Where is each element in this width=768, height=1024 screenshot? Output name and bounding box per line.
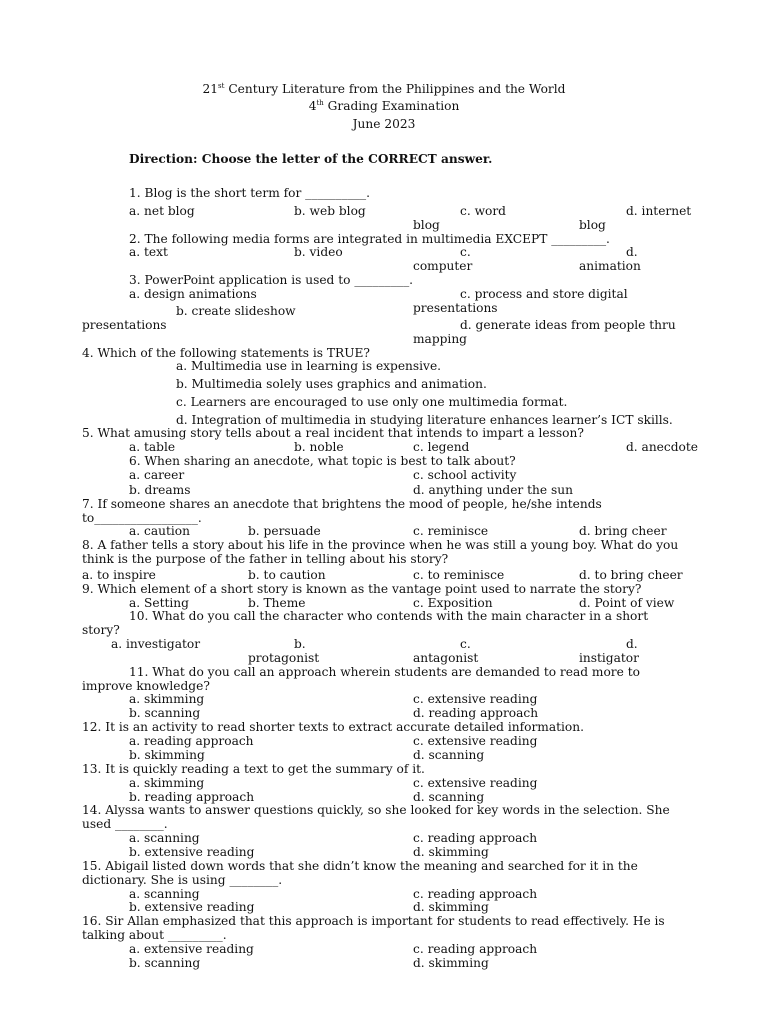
choice-a: a. Setting [129,596,189,610]
choice-d-cont: mapping [413,332,467,346]
question-stem: 3. PowerPoint application is used to _________. [129,273,414,287]
question-stem-cont: talking about _________. [82,928,227,942]
question-stem: 6. When sharing an anecdote, what topic is best to talk about? [129,454,516,468]
choice-b: b. dreams [129,483,191,497]
choice-b: b. [294,637,306,651]
course-title: 21st Century Literature from the Philippines and the World [202,82,566,96]
choice-c: c. school activity [413,468,517,482]
choice-d: d. scanning [413,790,485,804]
question-stem: 11. What do you call an approach wherein students are demanded to read more to [129,665,640,679]
choice-d: d. skimming [413,900,489,914]
choice-a: a. scanning [129,831,200,845]
choice-a: a. extensive reading [129,942,254,956]
choice-a: a. skimming [129,776,205,790]
question-stem: 1. Blog is the short term for __________. [129,186,370,200]
question-stem-cont: used ________. [82,817,168,831]
choice-a: a. design animations [129,287,257,301]
choice-c: c. [460,245,471,259]
direction: Direction: Choose the letter of the CORRECT answer. [129,152,493,166]
choice-c: c. extensive reading [413,734,538,748]
choice-d: d. anything under the sun [413,483,573,497]
choice-c: c. legend [413,440,470,454]
question-stem: 16. Sir Allan emphasized that this approach is important for students to read effectively. He is [82,914,665,928]
exam-title: 4th Grading Examination [308,99,460,113]
choice-c: c. word [460,204,506,218]
choice-b: b. skimming [129,748,205,762]
question-stem-cont: to_________________. [82,511,202,525]
question-stem: 9. Which element of a short story is known as the vantage point used to narrate the story? [82,582,642,596]
choice-d: d. [626,637,638,651]
choice-b: b. Multimedia solely uses graphics and animation. [176,377,487,391]
choice-d: d. scanning [413,748,485,762]
question-stem: 15. Abigail listed down words that she didn’t know the meaning and searched for it in the [82,859,638,873]
choice-d: d. internet [626,204,692,218]
choice-b-cont: presentations [82,318,167,332]
choice-a: a. skimming [129,692,205,706]
question-stem: 12. It is an activity to read shorter texts to extract accurate detailed information. [82,720,584,734]
choice-c-cont: antagonist [413,651,479,665]
choice-d: d. Integration of multimedia in studying literature enhances learner’s ICT skills. [176,413,673,427]
choice-c-cont: computer [413,259,473,273]
choice-d-cont: animation [579,259,641,273]
choice-d-cont: blog [579,218,606,232]
choice-c: c. extensive reading [413,692,538,706]
choice-b-cont: protagonist [248,651,320,665]
question-stem: 10. What do you call the character who contends with the main character in a short [129,609,649,623]
question-stem: 14. Alyssa wants to answer questions quickly, so she looked for key words in the selection. She [82,803,670,817]
question-stem: 13. It is quickly reading a text to get the summary of it. [82,762,425,776]
choice-c: c. to reminisce [413,568,505,582]
question-stem-cont: improve knowledge? [82,679,210,693]
choice-c: c. reading approach [413,831,538,845]
choice-c-cont: presentations [413,301,498,315]
question-stem: 4. Which of the following statements is TRUE? [82,346,370,360]
choice-a: a. scanning [129,887,200,901]
choice-a: a. net blog [129,204,195,218]
choice-c: c. process and store digital [460,287,628,301]
choice-b: b. Theme [248,596,306,610]
choice-d: d. to bring cheer [579,568,683,582]
choice-b: b. persuade [248,524,321,538]
question-stem: 7. If someone shares an anecdote that brightens the mood of people, he/she intends [82,497,602,511]
choice-d: d. skimming [413,845,489,859]
choice-a: a. career [129,468,185,482]
question-stem-cont: dictionary. She is using ________. [82,873,283,887]
choice-c: c. reading approach [413,942,538,956]
choice-b: b. web blog [294,204,366,218]
choice-b: b. to caution [248,568,326,582]
choice-b: b. scanning [129,956,201,970]
choice-b: b. scanning [129,706,201,720]
choice-d: d. [626,245,638,259]
choice-c: c. [460,637,471,651]
choice-a: a. reading approach [129,734,254,748]
choice-a: a. table [129,440,176,454]
choice-d: d. skimming [413,956,489,970]
choice-b: b. video [294,245,343,259]
choice-c: c. reading approach [413,887,538,901]
choice-d: d. generate ideas from people thru [460,318,676,332]
question-stem: 5. What amusing story tells about a real incident that intends to impart a lesson? [82,426,584,440]
choice-d: d. Point of view [579,596,675,610]
choice-c: c. Exposition [413,596,493,610]
choice-b: b. noble [294,440,344,454]
question-stem-cont: story? [82,623,120,637]
question-stem-cont: think is the purpose of the father in telling about his story? [82,552,449,566]
choice-b: b. create slideshow [176,304,296,318]
choice-a: a. caution [129,524,190,538]
choice-d: d. bring cheer [579,524,667,538]
choice-c: c. Learners are encouraged to use only one multimedia format. [176,395,568,409]
choice-b: b. extensive reading [129,900,255,914]
choice-c-cont: blog [413,218,440,232]
question-stem: 8. A father tells a story about his life in the province when he was still a young boy. What do you [82,538,679,552]
choice-b: b. extensive reading [129,845,255,859]
choice-d-cont: instigator [579,651,639,665]
choice-a: a. to inspire [82,568,156,582]
question-stem: 2. The following media forms are integrated in multimedia EXCEPT _________. [129,232,610,246]
exam-date: June 2023 [352,117,416,131]
choice-d: d. anecdote [626,440,698,454]
choice-a: a. Multimedia use in learning is expensive. [176,359,442,373]
choice-a: a. text [129,245,168,259]
choice-a: a. investigator [111,637,201,651]
choice-d: d. reading approach [413,706,539,720]
choice-c: c. reminisce [413,524,489,538]
choice-b: b. reading approach [129,790,255,804]
choice-c: c. extensive reading [413,776,538,790]
